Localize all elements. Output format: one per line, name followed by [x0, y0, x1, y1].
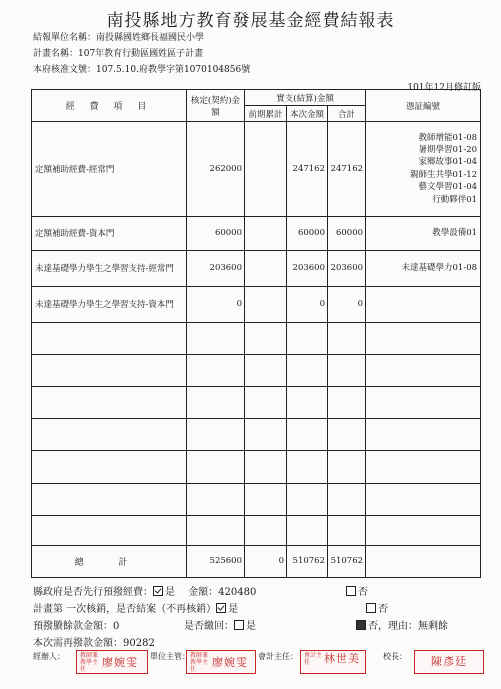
row-current: 247162 — [287, 122, 328, 216]
voucher-line: 教師增能01-08 — [418, 132, 478, 143]
row-approved: 262000 — [187, 122, 245, 216]
approval-number: 本府核准文號：107.5.10.府教學字第1070104856號 — [33, 65, 251, 75]
return-no-checkbox[interactable] — [356, 620, 366, 630]
advance-yes-checkbox[interactable] — [153, 586, 163, 596]
voucher-line: 教學設備01 — [432, 227, 478, 238]
total-prev: 0 — [245, 545, 287, 577]
table-row-empty — [32, 515, 481, 545]
total-row — [32, 545, 481, 577]
row-approved: 0 — [187, 286, 245, 322]
row-sum: 203600 — [328, 250, 366, 286]
row-current: 60000 — [287, 216, 328, 250]
table-row-empty — [32, 483, 481, 515]
settle-yes-checkbox[interactable] — [216, 603, 226, 613]
row-vouchers — [366, 216, 481, 250]
table-row-empty — [32, 355, 481, 387]
row-sum: 0 — [328, 286, 366, 322]
row-sum: 247162 — [328, 122, 366, 216]
unit-head-label: 單位主管： — [150, 652, 190, 661]
advance-no-checkbox[interactable] — [346, 586, 356, 596]
reporting-unit: 結報單位名稱：南投縣國姓鄉長福國民小學 — [33, 33, 205, 43]
table-row — [32, 122, 481, 216]
voucher-line: 藝文學習01-04 — [418, 182, 478, 193]
expense-table — [31, 89, 481, 578]
settle-no-label: 否 — [378, 604, 388, 615]
header-sum: 合計 — [328, 106, 366, 122]
return-yes-label: 是 — [246, 621, 256, 632]
table-row — [32, 216, 481, 250]
header-current: 本次金額 — [287, 106, 328, 122]
row-vouchers — [366, 286, 481, 322]
return-line — [184, 617, 256, 632]
advance-no-label: 否 — [358, 587, 368, 598]
row-prev — [245, 122, 287, 216]
row-prev — [245, 216, 287, 250]
principal-stamp: 陳彥廷 — [414, 650, 484, 674]
row-current: 0 — [287, 286, 328, 322]
accounting-label: 會計主任： — [258, 652, 298, 661]
unit-head-stamp: 教師兼教學主任 廖婉雯 — [186, 650, 256, 674]
settle-label: 計畫第 一次核銷，是否結案（不再核銷） — [33, 604, 217, 615]
row-current: 203600 — [287, 250, 328, 286]
row-approved: 203600 — [187, 250, 245, 286]
advance-no — [346, 583, 368, 598]
table-row — [32, 286, 481, 322]
header-voucher: 憑証編號 — [366, 90, 481, 122]
voucher-line: 親師生共學01-12 — [410, 169, 478, 180]
voucher-line: 行動夥伴01 — [432, 194, 478, 205]
return-yes-checkbox[interactable] — [234, 620, 244, 630]
accounting-stamp: 會計主任 林世美 — [300, 650, 366, 674]
row-item: 未達基礎學力學生之學習支持-經常門 — [32, 250, 187, 286]
total-current: 510762 — [287, 545, 328, 577]
surplus-amount: 預撥賸餘款金額：0 — [33, 621, 120, 632]
settle-line — [33, 600, 238, 615]
header-approved: 核定(契約)金額 — [187, 90, 245, 122]
table-row-empty — [32, 322, 481, 354]
table-row-empty — [32, 419, 481, 451]
row-item: 定額補助經費-經常門 — [32, 122, 187, 216]
voucher-line: 暑期學習01-20 — [418, 145, 478, 155]
advance-label: 縣政府是否先行預撥經費： — [33, 587, 153, 598]
table-row-empty — [32, 451, 481, 483]
row-prev — [245, 250, 287, 286]
row-vouchers — [366, 250, 481, 286]
table-row-empty — [32, 387, 481, 419]
return-no-label: 否，理由：無剩餘 — [368, 621, 448, 632]
advance-amount: 金額：420480 — [188, 587, 257, 598]
row-prev — [245, 286, 287, 322]
row-item: 未達基礎學力學生之學習支持-資本門 — [32, 286, 187, 322]
return-no — [356, 617, 448, 632]
settle-no-checkbox[interactable] — [366, 603, 376, 613]
total-label: 總 計 — [32, 545, 187, 577]
row-approved: 60000 — [187, 216, 245, 250]
header-item: 經 費 項 目 — [32, 90, 187, 122]
advance-line — [33, 583, 256, 598]
return-label: 是否繳回： — [184, 621, 234, 632]
request-amount: 本次需再撥款金額：90282 — [33, 638, 155, 649]
header-prev: 前期累計 — [245, 106, 287, 122]
total-sum: 510762 — [328, 545, 366, 577]
advance-yes-label: 是 — [165, 587, 175, 598]
plan-name: 計畫名稱：107年教育行動區國姓區子計畫 — [33, 49, 204, 59]
settle-yes-label: 是 — [228, 604, 239, 615]
row-vouchers — [366, 122, 481, 216]
handler-label: 經辦人： — [33, 652, 65, 661]
settle-no — [366, 600, 388, 615]
handler-stamp: 教師兼教學主任 廖婉雯 — [76, 650, 148, 674]
table-row — [32, 250, 481, 286]
header-actual: 實支(結算)金額 — [245, 90, 366, 106]
voucher-line: 家鄉故事01-04 — [418, 157, 478, 168]
row-sum: 60000 — [328, 216, 366, 250]
total-approved: 525600 — [187, 545, 245, 577]
revision-label: 101年12月修訂版 — [407, 83, 481, 93]
row-item: 定額補助經費-資本門 — [32, 216, 187, 250]
principal-label: 校長： — [383, 652, 407, 661]
page-title: 南投縣地方教育發展基金經費結報表 — [106, 11, 395, 31]
voucher-line: 未達基礎學力01-08 — [401, 262, 478, 273]
